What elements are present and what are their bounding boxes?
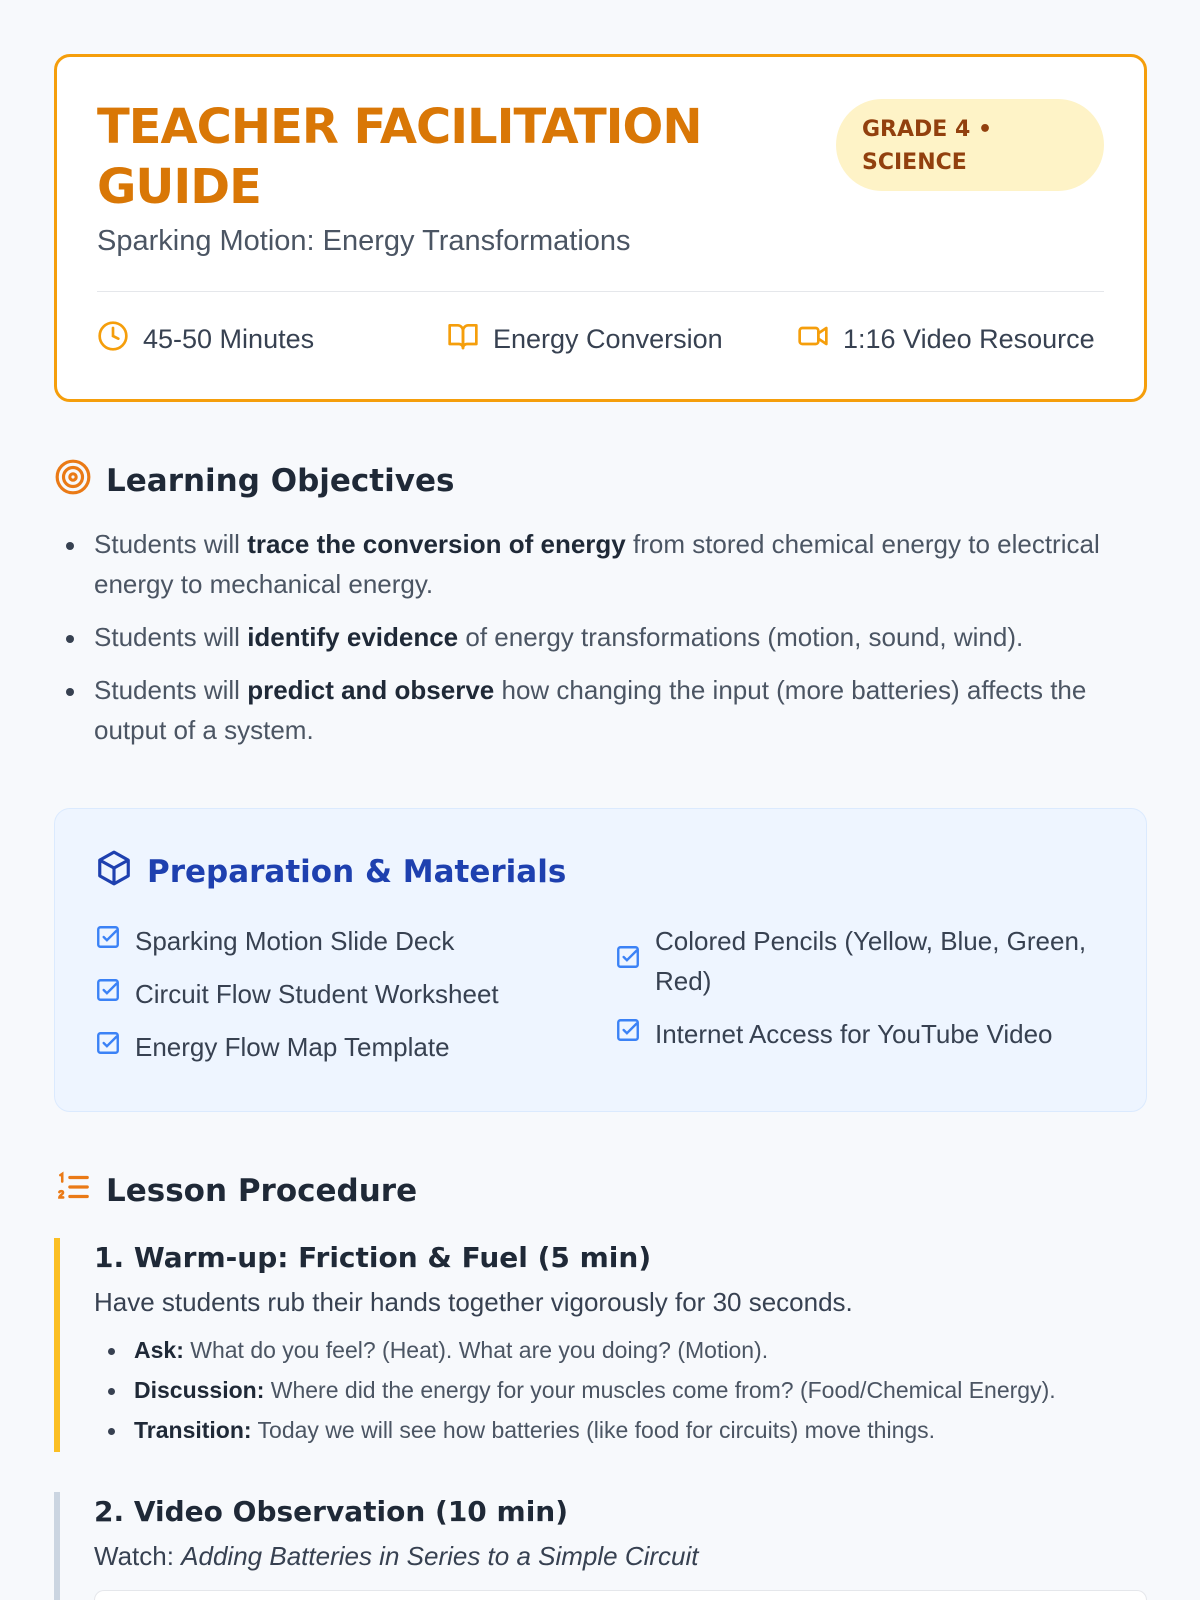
step-bullets [94,1330,1147,1450]
materials-heading [95,849,1106,895]
materials-list-left [95,921,615,1080]
list-item: Energy Flow Map Template [95,1027,615,1067]
clock-icon [97,320,129,359]
book-icon [447,320,479,359]
package-icon [95,849,133,895]
list-item: Colored Pencils (Yellow, Blue, Green, Red) [615,921,1095,1001]
target-icon [54,458,92,504]
page-subtitle: Sparking Motion: Energy Transformations [97,225,631,257]
procedure-heading [54,1168,417,1214]
meta-video [797,320,1095,359]
checkbox-icon [95,921,121,961]
materials-heading-text: Preparation & Materials [147,854,567,890]
numbered-list-icon [54,1168,92,1214]
header-card [54,54,1147,402]
checkbox-icon [615,1014,641,1054]
video-embed[interactable] [94,1590,1147,1600]
list-item: Students will trace the conversion of energy from stored chemical energy to electrical energy to mechanical energy. [54,524,1154,604]
meta-duration [97,320,447,359]
meta-topic [447,320,797,359]
objectives-heading-text: Learning Objectives [106,463,455,499]
video-title: Adding Batteries in Series to a Simple Circuit [181,1541,699,1571]
list-item: Sparking Motion Slide Deck [95,921,615,961]
list-item: Students will predict and observe how changing the input (more batteries) affects the output of a system. [54,670,1154,750]
page-title: TEACHER FACILITATION GUIDE [97,99,702,215]
list-item: Transition: Today we will see how batteries (like food for circuits) move things. [94,1410,1147,1450]
step-description: Watch: Adding Batteries in Series to a Simple Circuit [94,1541,699,1571]
procedure-heading-text: Lesson Procedure [106,1173,418,1209]
step-title: 1. Warm-up: Friction & Fuel (5 min) [94,1241,652,1274]
materials-card [54,808,1147,1112]
step-title: 2. Video Observation (10 min) [94,1495,569,1528]
objectives-list [54,524,1154,763]
grade-badge: GRADE 4 • SCIENCE [836,99,1104,191]
meta-topic-label: Energy Conversion [493,323,723,354]
objectives-heading [54,458,454,504]
meta-duration-label: 45-50 Minutes [143,323,315,354]
checkbox-icon [95,1027,121,1067]
checkbox-icon [95,974,121,1014]
list-item: Ask: What do you feel? (Heat). What are you doing? (Motion). [94,1330,1147,1370]
checkbox-icon [615,941,641,981]
procedure-step [54,1492,1147,1600]
list-item: Circuit Flow Student Worksheet [95,974,615,1014]
meta-video-label: 1:16 Video Resource [843,323,1095,354]
materials-list-right [615,921,1095,1080]
step-description: Have students rub their hands together vigorously for 30 seconds. [94,1287,853,1317]
video-icon [797,320,829,359]
materials-columns [95,921,1106,1080]
list-item: Internet Access for YouTube Video [615,1014,1095,1054]
list-item: Discussion: Where did the energy for your muscles come from? (Food/Chemical Energy). [94,1370,1147,1410]
meta-row [97,319,1104,359]
procedure-step [54,1238,1147,1452]
list-item: Students will identify evidence of energy transformations (motion, sound, wind). [54,617,1154,657]
divider [97,291,1104,292]
